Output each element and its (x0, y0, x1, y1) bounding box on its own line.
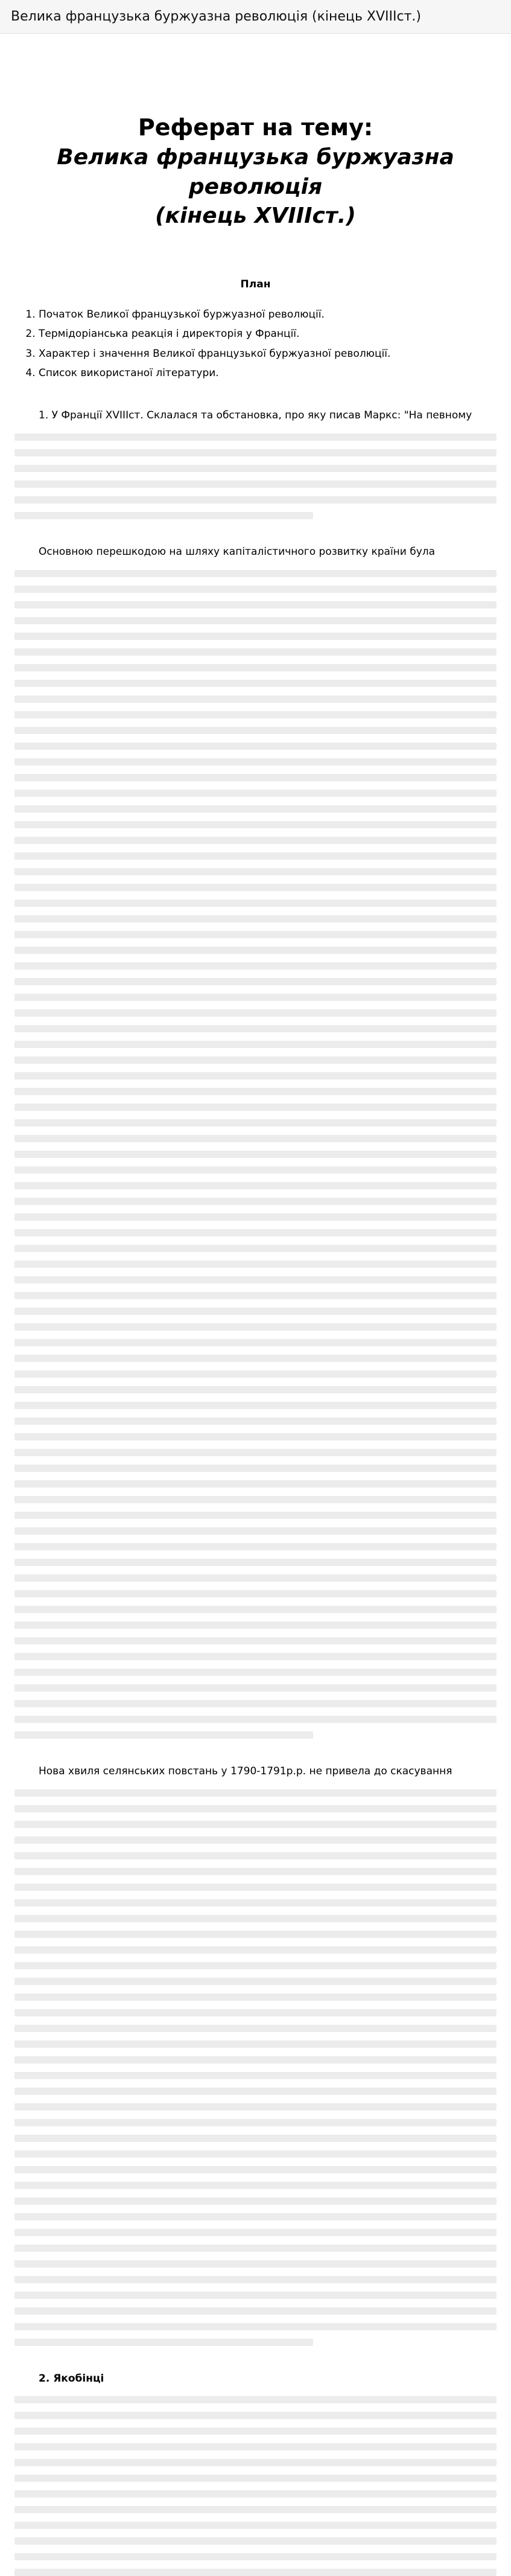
plan-item: 1. Початок Великої французької буржуазної революції. (39, 305, 497, 324)
plan-item: 2. Термідоріанська реакція і директорія у Франції. (39, 324, 497, 344)
section-3 (14, 1763, 497, 2346)
essay-heading (14, 112, 497, 231)
section-2 (14, 543, 497, 1739)
section-2-lead: Основною перешкодою на шляху капіталістичного розвитку країни була (39, 546, 436, 558)
essay-heading-line1: Реферат на тему: (138, 114, 373, 141)
section-1-lead: 1. У Франції XVIIIст. Склалася та обстановка, про яку писав Маркс: "На певному (39, 409, 472, 422)
essay-heading-line2: Велика французька буржуазна революція (57, 145, 454, 199)
section-3-unreadable-text (14, 1789, 497, 2346)
document-body (0, 112, 511, 2576)
plan-item: 3. Характер і значення Великої французької буржуазної революції. (39, 344, 497, 363)
page-title: Велика французька буржуазна революція (кінець XVIIIст.) (11, 9, 421, 24)
title-bar (0, 0, 511, 34)
section-3-lead: Нова хвиля селянських повстань у 1790-1791р.р. не привела до скасування (39, 1765, 452, 1777)
section-2-unreadable-text (14, 570, 497, 1739)
essay-heading-line3: (кінець XVIIIст.) (155, 203, 356, 229)
section-4 (14, 2370, 497, 2576)
section-4-lead: 2. Якобінці (39, 2372, 104, 2385)
section-4-unreadable-text (14, 2396, 497, 2576)
section-1 (14, 407, 497, 519)
plan-list (14, 305, 497, 383)
plan-title: План (240, 278, 271, 291)
section-1-unreadable-text (14, 433, 497, 519)
plan-item: 4. Список використаної літератури. (39, 363, 497, 383)
